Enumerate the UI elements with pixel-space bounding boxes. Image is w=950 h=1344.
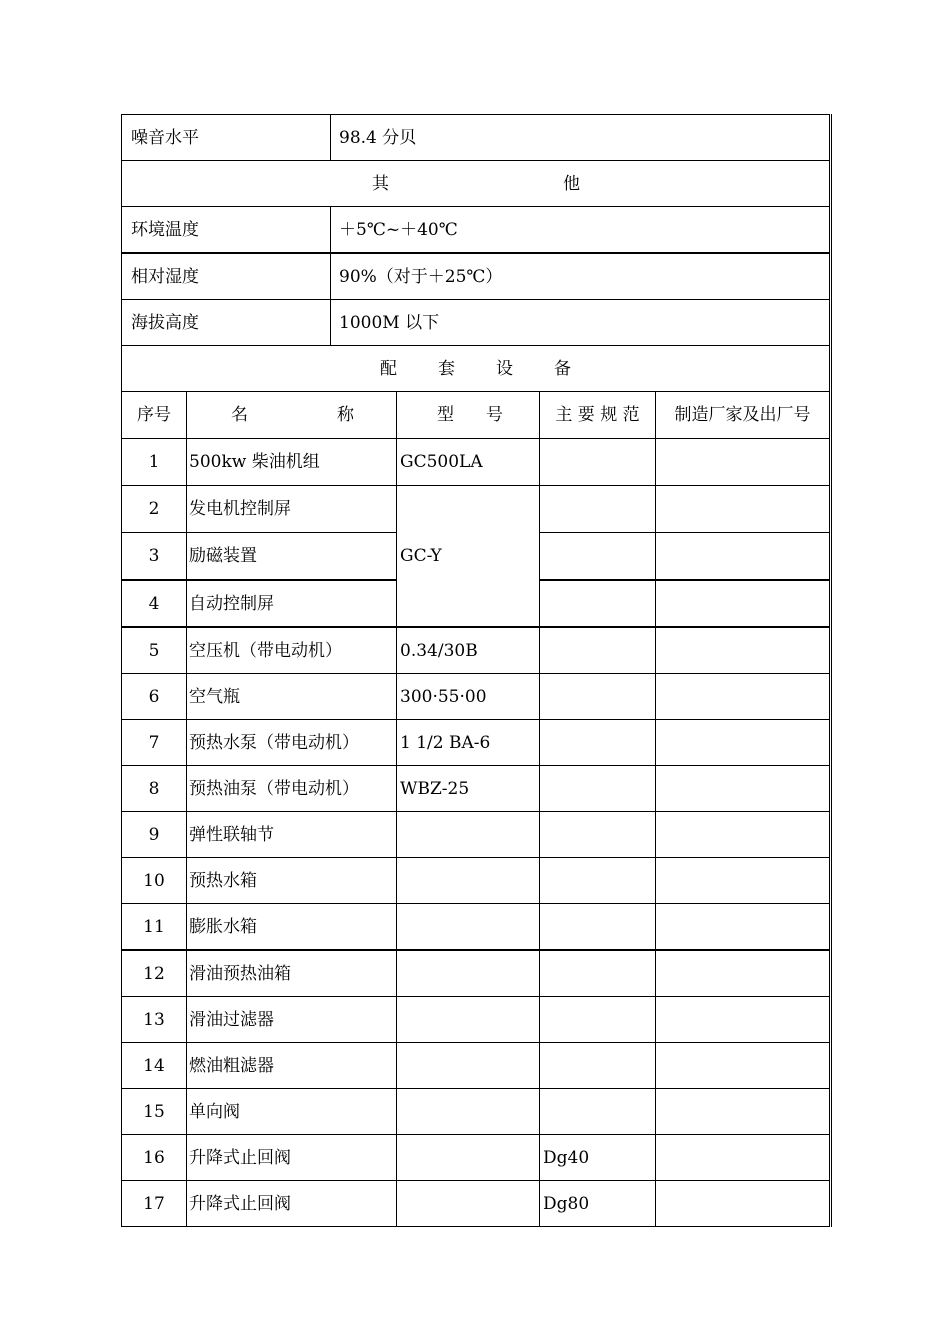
item-no: 16 [122, 1135, 187, 1181]
item-no: 8 [122, 766, 187, 812]
section-other-right: 他 [563, 173, 580, 194]
item-model: GC500LA [397, 439, 540, 486]
item-maker [656, 1043, 831, 1089]
table-row [122, 1089, 831, 1135]
item-model [397, 904, 540, 951]
section-equipment-c2: 套 [438, 358, 455, 379]
item-maker [656, 812, 831, 858]
item-spec [540, 720, 656, 766]
table-row [122, 674, 831, 720]
item-no: 1 [122, 439, 187, 486]
header-maker: 制造厂家及出厂号 [656, 392, 831, 439]
altitude-value: 1000M 以下 [331, 300, 831, 346]
table-row [122, 950, 831, 997]
item-spec [540, 627, 656, 674]
item-maker [656, 904, 831, 951]
item-name: 升降式止回阀 [187, 1181, 397, 1227]
item-maker [656, 439, 831, 486]
item-model [397, 1043, 540, 1089]
table-row [122, 1043, 831, 1089]
item-spec [540, 1089, 656, 1135]
item-spec [540, 950, 656, 997]
item-spec [540, 997, 656, 1043]
item-model: WBZ-25 [397, 766, 540, 812]
item-maker [656, 720, 831, 766]
row-ambient-temperature [122, 207, 831, 254]
table-row [122, 904, 831, 951]
ambient-temperature-label: 环境温度 [122, 207, 331, 254]
item-no: 4 [122, 580, 187, 627]
header-spec: 主 要 规 范 [540, 392, 656, 439]
item-name: 500kw 柴油机组 [187, 439, 397, 486]
relative-humidity-label: 相对湿度 [122, 253, 331, 300]
item-no: 11 [122, 904, 187, 951]
row-noise-level [122, 115, 831, 161]
item-no: 12 [122, 950, 187, 997]
item-name: 励磁装置 [187, 533, 397, 581]
item-model [397, 997, 540, 1043]
item-maker [656, 533, 831, 581]
header-model-a: 型 [437, 405, 454, 425]
equipment-spec-table [121, 114, 832, 1227]
table-row [122, 1181, 831, 1227]
header-name [187, 392, 397, 439]
item-name: 空气瓶 [187, 674, 397, 720]
section-equipment [122, 346, 831, 392]
item-spec [540, 904, 656, 951]
item-no: 5 [122, 627, 187, 674]
section-other [122, 161, 831, 207]
item-name: 预热油泵（带电动机） [187, 766, 397, 812]
item-spec [540, 486, 656, 533]
item-name: 弹性联轴节 [187, 812, 397, 858]
header-model-b: 号 [486, 405, 503, 425]
item-spec [540, 533, 656, 581]
item-name: 单向阀 [187, 1089, 397, 1135]
item-maker [656, 997, 831, 1043]
item-name: 发电机控制屏 [187, 486, 397, 533]
item-name: 预热水泵（带电动机） [187, 720, 397, 766]
item-spec [540, 439, 656, 486]
item-spec [540, 674, 656, 720]
equipment-header-row [122, 392, 831, 439]
item-spec [540, 1043, 656, 1089]
item-no: 7 [122, 720, 187, 766]
row-altitude [122, 300, 831, 346]
item-maker [656, 674, 831, 720]
altitude-label: 海拔高度 [122, 300, 331, 346]
header-name-b: 称 [337, 405, 354, 425]
section-other-title [122, 161, 831, 207]
item-maker [656, 1135, 831, 1181]
relative-humidity-value: 90%（对于＋25℃） [331, 253, 831, 300]
item-maker [656, 766, 831, 812]
item-name: 滑油预热油箱 [187, 950, 397, 997]
item-model [397, 1135, 540, 1181]
section-equipment-c1: 配 [380, 358, 397, 379]
item-maker [656, 627, 831, 674]
noise-level-label: 噪音水平 [122, 115, 331, 161]
section-equipment-c3: 设 [496, 358, 513, 379]
item-maker [656, 486, 831, 533]
noise-level-value: 98.4 分贝 [331, 115, 831, 161]
item-no: 3 [122, 533, 187, 581]
item-model [397, 858, 540, 904]
item-spec: Dg80 [540, 1181, 656, 1227]
item-no: 9 [122, 812, 187, 858]
item-maker [656, 858, 831, 904]
table-row [122, 1135, 831, 1181]
item-maker [656, 950, 831, 997]
item-maker [656, 1089, 831, 1135]
item-no: 2 [122, 486, 187, 533]
table-row [122, 766, 831, 812]
item-no: 10 [122, 858, 187, 904]
table-row [122, 720, 831, 766]
table-row [122, 439, 831, 486]
item-model-merged: GC-Y [397, 486, 540, 628]
item-spec [540, 580, 656, 627]
item-model: 0.34/30B [397, 627, 540, 674]
item-name: 空压机（带电动机） [187, 627, 397, 674]
item-name: 自动控制屏 [187, 580, 397, 627]
item-model: 1 1/2 BA-6 [397, 720, 540, 766]
section-equipment-title [122, 346, 831, 392]
table-row [122, 486, 831, 533]
row-relative-humidity [122, 253, 831, 300]
item-no: 17 [122, 1181, 187, 1227]
section-equipment-c4: 备 [554, 358, 571, 379]
item-spec: Dg40 [540, 1135, 656, 1181]
item-name: 升降式止回阀 [187, 1135, 397, 1181]
item-model [397, 1181, 540, 1227]
header-name-a: 名 [231, 405, 248, 425]
item-model [397, 812, 540, 858]
item-no: 14 [122, 1043, 187, 1089]
item-spec [540, 812, 656, 858]
item-no: 15 [122, 1089, 187, 1135]
table-row [122, 627, 831, 674]
item-model [397, 1089, 540, 1135]
section-other-left: 其 [372, 173, 389, 194]
item-name: 燃油粗滤器 [187, 1043, 397, 1089]
spec-sheet [121, 114, 830, 1227]
item-model: 300·55·00 [397, 674, 540, 720]
table-row [122, 997, 831, 1043]
item-model [397, 950, 540, 997]
header-no: 序号 [122, 392, 187, 439]
item-name: 滑油过滤器 [187, 997, 397, 1043]
item-maker [656, 580, 831, 627]
item-name: 预热水箱 [187, 858, 397, 904]
item-spec [540, 858, 656, 904]
item-name: 膨胀水箱 [187, 904, 397, 951]
item-no: 13 [122, 997, 187, 1043]
item-maker [656, 1181, 831, 1227]
ambient-temperature-value: ＋5℃~＋40℃ [331, 207, 831, 254]
item-spec [540, 766, 656, 812]
table-row [122, 812, 831, 858]
item-no: 6 [122, 674, 187, 720]
table-row [122, 858, 831, 904]
header-model [397, 392, 540, 439]
